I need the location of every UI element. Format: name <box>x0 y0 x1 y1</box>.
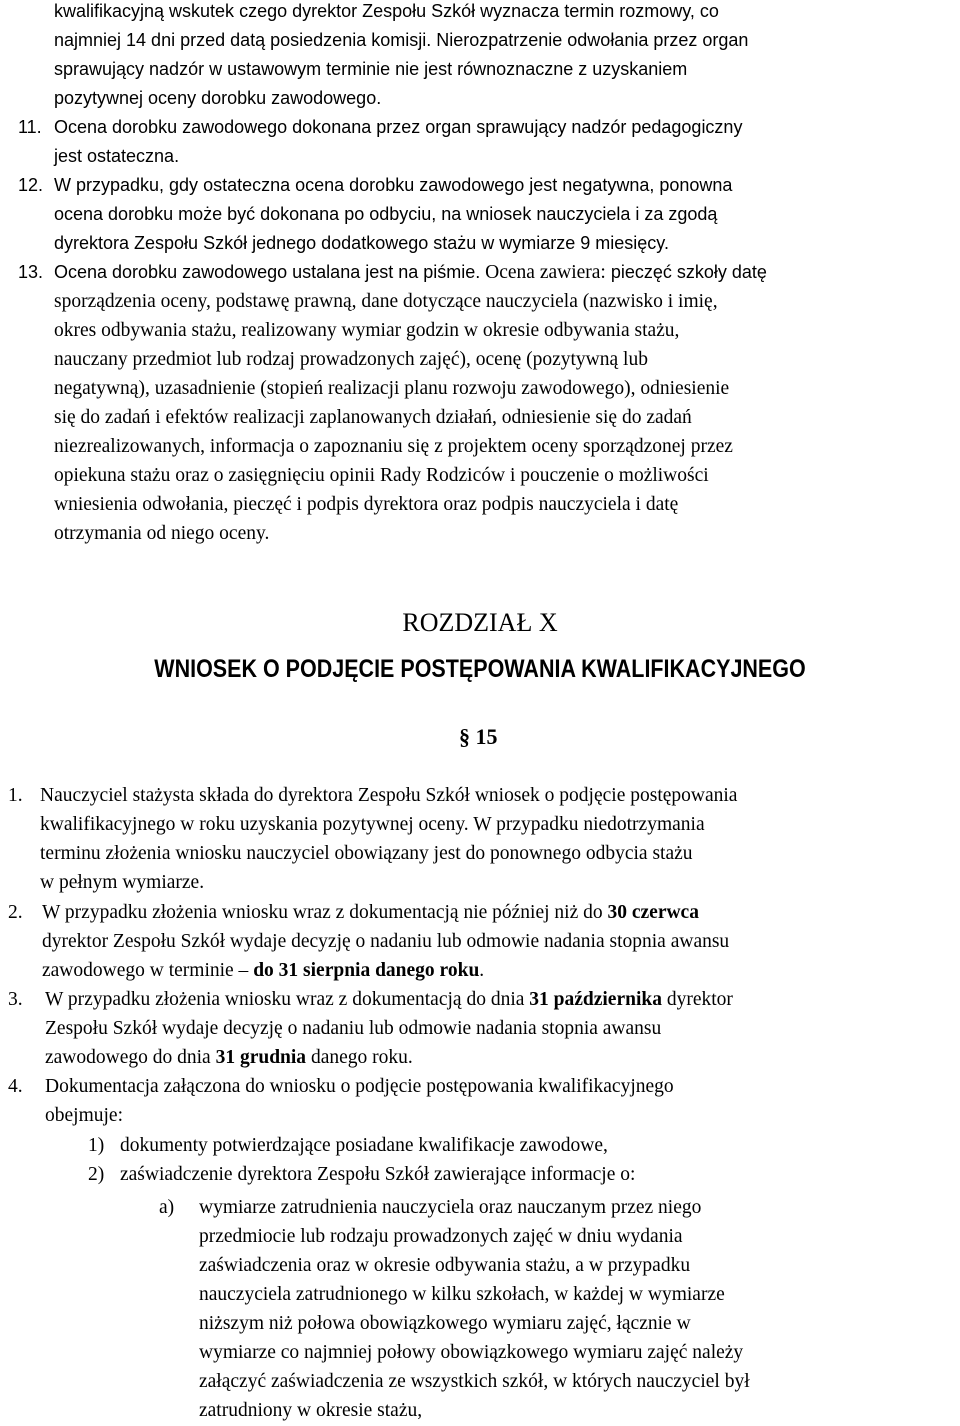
text-line: okres odbywania stażu, realizowany wymiar godzin w okresie odbywania stażu, <box>54 320 680 341</box>
chapter-title: ROZDZIAŁ X <box>402 608 558 637</box>
text-line: niższym niż połowa obowiązkowego wymiaru zajęć, łącznie w <box>199 1313 691 1334</box>
item-number-13: 13. <box>18 262 44 282</box>
paragraph-12 <box>54 171 732 258</box>
text-line <box>42 956 729 985</box>
text-line: dyrektora Zespołu Szkół jednego dodatkowego stażu w wymiarze 9 miesięcy. <box>54 233 669 253</box>
text-segment: . <box>479 960 485 981</box>
sub-item-number-1: 1) <box>88 1135 105 1156</box>
text-line: jest ostateczna. <box>54 146 180 166</box>
text-segment: W przypadku złożenia wniosku wraz z dokumentacją nie później niż do <box>42 902 608 923</box>
item-2 <box>42 898 729 985</box>
text-line <box>45 985 733 1014</box>
text-line: załączyć zaświadczenia ze wszystkich szkół, w których nauczyciel był <box>199 1371 750 1392</box>
item-number-4: 4. <box>8 1076 23 1097</box>
text-line: niezrealizowanych, informacja o zapoznaniu się z projektem oceny sporządzonej przez <box>54 436 733 457</box>
text-line: negatywną), uzasadnienie (stopień realizacji planu rozwoju zawodowego), odniesienie <box>54 378 730 399</box>
text-line: opiekuna stażu oraz o zasięgnięciu opinii Rady Rodziców i pouczenie o możliwości <box>54 465 709 486</box>
text-line: najmniej 14 dni przed datą posiedzenia komisji. Nierozpatrzenie odwołania przez organ <box>54 30 749 50</box>
deadline-date: 31 października <box>529 989 662 1010</box>
text-line: Zespołu Szkół wydaje decyzję o nadaniu lub odmowie nadania stopnia awansu <box>45 1018 662 1039</box>
sub-item-number-2: 2) <box>88 1164 105 1185</box>
text-line: obejmuje: <box>45 1105 123 1126</box>
deadline-date: 31 grudnia <box>215 1047 307 1068</box>
item-1 <box>40 781 737 897</box>
text-line: sprawujący nadzór w ustawowym terminie nie jest równoznaczne z uzyskaniem <box>54 59 688 79</box>
text-segment: zawodowego do dnia <box>45 1047 216 1068</box>
text-line: w pełnym wymiarze. <box>40 872 205 893</box>
text-line: sporządzenia oceny, podstawę prawną, dane dotyczące nauczyciela (nazwisko i imię, <box>54 291 718 312</box>
text-line: dyrektor Zespołu Szkół wydaje decyzję o nadaniu lub odmowie nadania stopnia awansu <box>42 931 730 952</box>
item-number-3: 3. <box>8 989 23 1010</box>
text-line: wymiarze zatrudnienia nauczyciela oraz nauczanym przez niego <box>199 1197 702 1218</box>
text-line: kwalifikacyjną wskutek czego dyrektor Zespołu Szkół wyznacza termin rozmowy, co <box>54 1 719 21</box>
text-line: się do zadań i efektów realizacji zaplanowanych działań, odniesienie się do zadań <box>54 407 692 428</box>
item-number-12: 12. <box>18 175 44 195</box>
text-line: Dokumentacja załączona do wniosku o podjęcie postępowania kwalifikacyjnego <box>45 1076 674 1097</box>
text-line: Ocena dorobku zawodowego dokonana przez organ sprawujący nadzór pedagogiczny <box>54 117 743 137</box>
paragraph-11 <box>54 113 742 171</box>
letter-item-a-text <box>199 1193 750 1425</box>
text-line: pozytywnej oceny dorobku zawodowego. <box>54 88 382 108</box>
text-line: ocena dorobku może być dokonana po odbyciu, na wniosek nauczyciela i za zgodą <box>54 204 718 224</box>
text-segment: zawodowego w terminie – <box>42 960 254 981</box>
paragraph-10-continuation <box>54 0 748 113</box>
text-line: Nauczyciel stażysta składa do dyrektora Zespołu Szkół wniosek o podjęcie postępowania <box>40 785 738 806</box>
text-segment: pieczęć szkoły datę <box>605 262 767 282</box>
text-line: wniesienia odwołania, pieczęć i podpis dyrektora oraz podpis nauczyciela i datę <box>54 494 679 515</box>
item-3 <box>45 985 733 1072</box>
text-line: terminu złożenia wniosku nauczyciel obowiązany jest do ponownego odbycia stażu <box>40 843 693 864</box>
item-4 <box>45 1072 674 1130</box>
text-line: przedmiocie lub rodzaju prowadzonych zajęć w dniu wydania <box>199 1226 683 1247</box>
item-number-1: 1. <box>8 785 23 806</box>
section-number: § 15 <box>459 724 498 749</box>
sub-item-2: zaświadczenie dyrektora Zespołu Szkół zawierające informacje o: <box>120 1164 636 1185</box>
text-line: zatrudniony w okresie stażu, <box>199 1400 423 1421</box>
paragraph-13-body <box>54 287 767 548</box>
letter-item-a: a) <box>159 1197 175 1218</box>
text-line: nauczyciela zatrudnionego w kilku szkołach, w każdej w wymiarze <box>199 1284 725 1305</box>
item-number-2: 2. <box>8 902 23 923</box>
text-line <box>42 898 729 927</box>
text-segment: danego roku. <box>306 1047 413 1068</box>
text-line: W przypadku, gdy ostateczna ocena dorobku zawodowego jest negatywna, ponowna <box>54 175 733 195</box>
text-line <box>45 1043 733 1072</box>
text-line: nauczany przedmiot lub rodzaj prowadzonych zajęć), ocenę (pozytywną lub <box>54 349 648 370</box>
paragraph-13 <box>54 258 767 548</box>
text-line <box>54 258 767 287</box>
text-line: kwalifikacyjnego w roku uzyskania pozytywnej oceny. W przypadku niedotrzymania <box>40 814 705 835</box>
text-line: zaświadczenia oraz w okresie odbywania stażu, a w przypadku <box>199 1255 691 1276</box>
deadline-date: 30 czerwca <box>607 902 699 923</box>
chapter-subtitle: WNIOSEK O PODJĘCIE POSTĘPOWANIA KWALIFIKACYJNEGO <box>154 655 806 683</box>
sub-item-1: dokumenty potwierdzające posiadane kwalifikacje zawodowe, <box>120 1135 608 1156</box>
text-line: otrzymania od niego oceny. <box>54 523 270 544</box>
text-line: wymiarze co najmniej połowy obowiązkowego wymiaru zajęć należy <box>199 1342 744 1363</box>
text-segment: Ocena zawiera: <box>480 262 606 283</box>
text-segment: Ocena dorobku zawodowego ustalana jest na piśmie. <box>54 262 481 282</box>
text-segment: dyrektor <box>661 989 733 1010</box>
item-number-11: 11. <box>18 117 42 137</box>
text-segment: W przypadku złożenia wniosku wraz z dokumentacją do dnia <box>45 989 530 1010</box>
deadline-date: do 31 sierpnia danego roku <box>253 960 480 981</box>
